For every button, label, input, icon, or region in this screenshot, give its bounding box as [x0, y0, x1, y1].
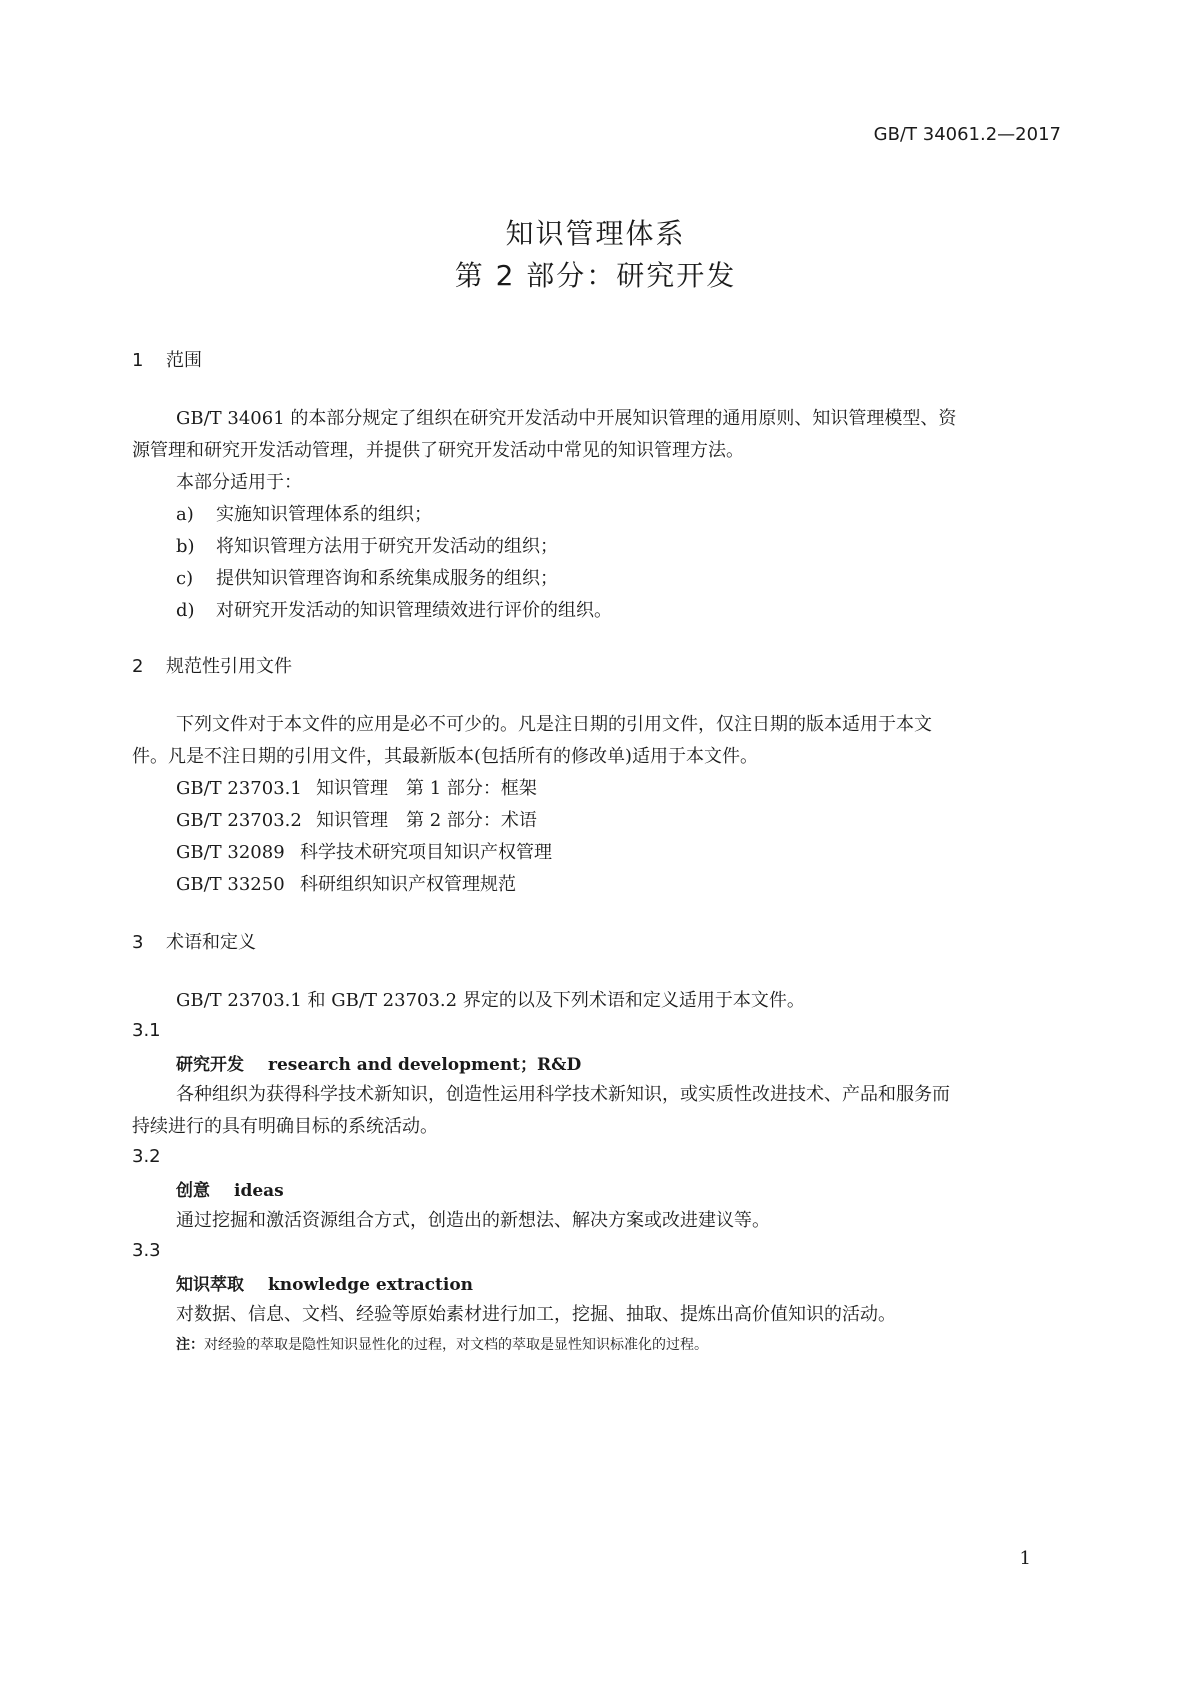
list-label: c) [176, 568, 194, 589]
list-text: 对研究开发活动的知识管理绩效进行评价的组织。 [216, 600, 612, 621]
list-label: b) [176, 536, 195, 557]
document-subtitle: 第 2 部分：研究开发 [454, 259, 737, 292]
reference-code: GB/T 32089 [176, 842, 285, 863]
term-heading [176, 1270, 473, 1295]
term-en: knowledge extraction [268, 1275, 474, 1295]
definition-line: 通过挖掘和激活资源组合方式，创造出的新想法、解决方案或改进建议等。 [176, 1210, 770, 1231]
term-number: 3.2 [132, 1146, 161, 1167]
reference-item [176, 870, 516, 896]
paragraph-line: GB/T 34061 的本部分规定了组织在研究开发活动中开展知识管理的通用原则、知识管理模型、资 [176, 408, 957, 429]
reference-item [176, 774, 537, 800]
list-text: 将知识管理方法用于研究开发活动的组织； [216, 536, 558, 557]
section-number: 2 [132, 656, 144, 677]
term-number: 3.1 [132, 1020, 161, 1041]
section-heading-scope [132, 346, 202, 372]
term-zh: 研究开发 [176, 1055, 244, 1075]
term-heading [176, 1176, 284, 1201]
section-heading-terms-and-definitions [132, 928, 256, 954]
paragraph-line: GB/T 23703.1 和 GB/T 23703.2 界定的以及下列术语和定义适用于本文件。 [176, 990, 805, 1011]
section-number: 3 [132, 932, 144, 953]
list-label: a) [176, 504, 194, 525]
note-text: 对经验的萃取是隐性知识显性化的过程，对文档的萃取是显性知识标准化的过程。 [204, 1337, 708, 1353]
reference-title: 知识管理 第 2 部分：术语 [316, 810, 537, 831]
reference-item [176, 838, 552, 864]
term-en: ideas [234, 1181, 284, 1201]
reference-code: GB/T 23703.1 [176, 778, 302, 799]
section-title: 范围 [166, 350, 202, 371]
definition-line: 对数据、信息、文档、经验等原始素材进行加工，挖掘、抽取、提炼出高价值知识的活动。 [176, 1304, 896, 1325]
term-en: research and development；R&D [268, 1055, 582, 1075]
list-item [176, 500, 432, 526]
document-title: 知识管理体系 [505, 217, 686, 250]
list-item [176, 564, 558, 590]
applies-intro: 本部分适用于： [176, 472, 302, 493]
term-zh: 创意 [176, 1181, 210, 1201]
reference-title: 知识管理 第 1 部分：框架 [316, 778, 537, 799]
reference-title: 科学技术研究项目知识产权管理 [300, 842, 552, 863]
term-heading [176, 1050, 581, 1075]
page-number: 1 [1019, 1548, 1031, 1569]
paragraph-line: 源管理和研究开发活动管理，并提供了研究开发活动中常见的知识管理方法。 [132, 440, 744, 461]
reference-item [176, 806, 537, 832]
reference-code: GB/T 33250 [176, 874, 285, 895]
paragraph-line: 件。凡是不注日期的引用文件，其最新版本(包括所有的修改单)适用于本文件。 [132, 746, 759, 767]
term-zh: 知识萃取 [176, 1275, 244, 1295]
definition-line: 持续进行的具有明确目标的系统活动。 [132, 1116, 438, 1137]
reference-code: GB/T 23703.2 [176, 810, 302, 831]
definition-line: 各种组织为获得科学技术新知识，创造性运用科学技术新知识，或实质性改进技术、产品和服务而 [176, 1084, 950, 1105]
note [176, 1334, 708, 1354]
list-text: 实施知识管理体系的组织； [216, 504, 432, 525]
section-number: 1 [132, 350, 144, 371]
reference-title: 科研组织知识产权管理规范 [300, 874, 516, 895]
note-label: 注： [176, 1337, 204, 1353]
list-label: d) [176, 600, 195, 621]
list-item [176, 532, 558, 558]
paragraph-line: 下列文件对于本文件的应用是必不可少的。凡是注日期的引用文件，仅注日期的版本适用于本文 [176, 714, 932, 735]
standard-code: GB/T 34061.2—2017 [873, 124, 1061, 145]
list-text: 提供知识管理咨询和系统集成服务的组织； [216, 568, 558, 589]
list-item [176, 596, 612, 622]
term-number: 3.3 [132, 1240, 161, 1261]
section-title: 术语和定义 [166, 932, 256, 953]
section-heading-normative-references [132, 652, 292, 678]
section-title: 规范性引用文件 [166, 656, 292, 677]
